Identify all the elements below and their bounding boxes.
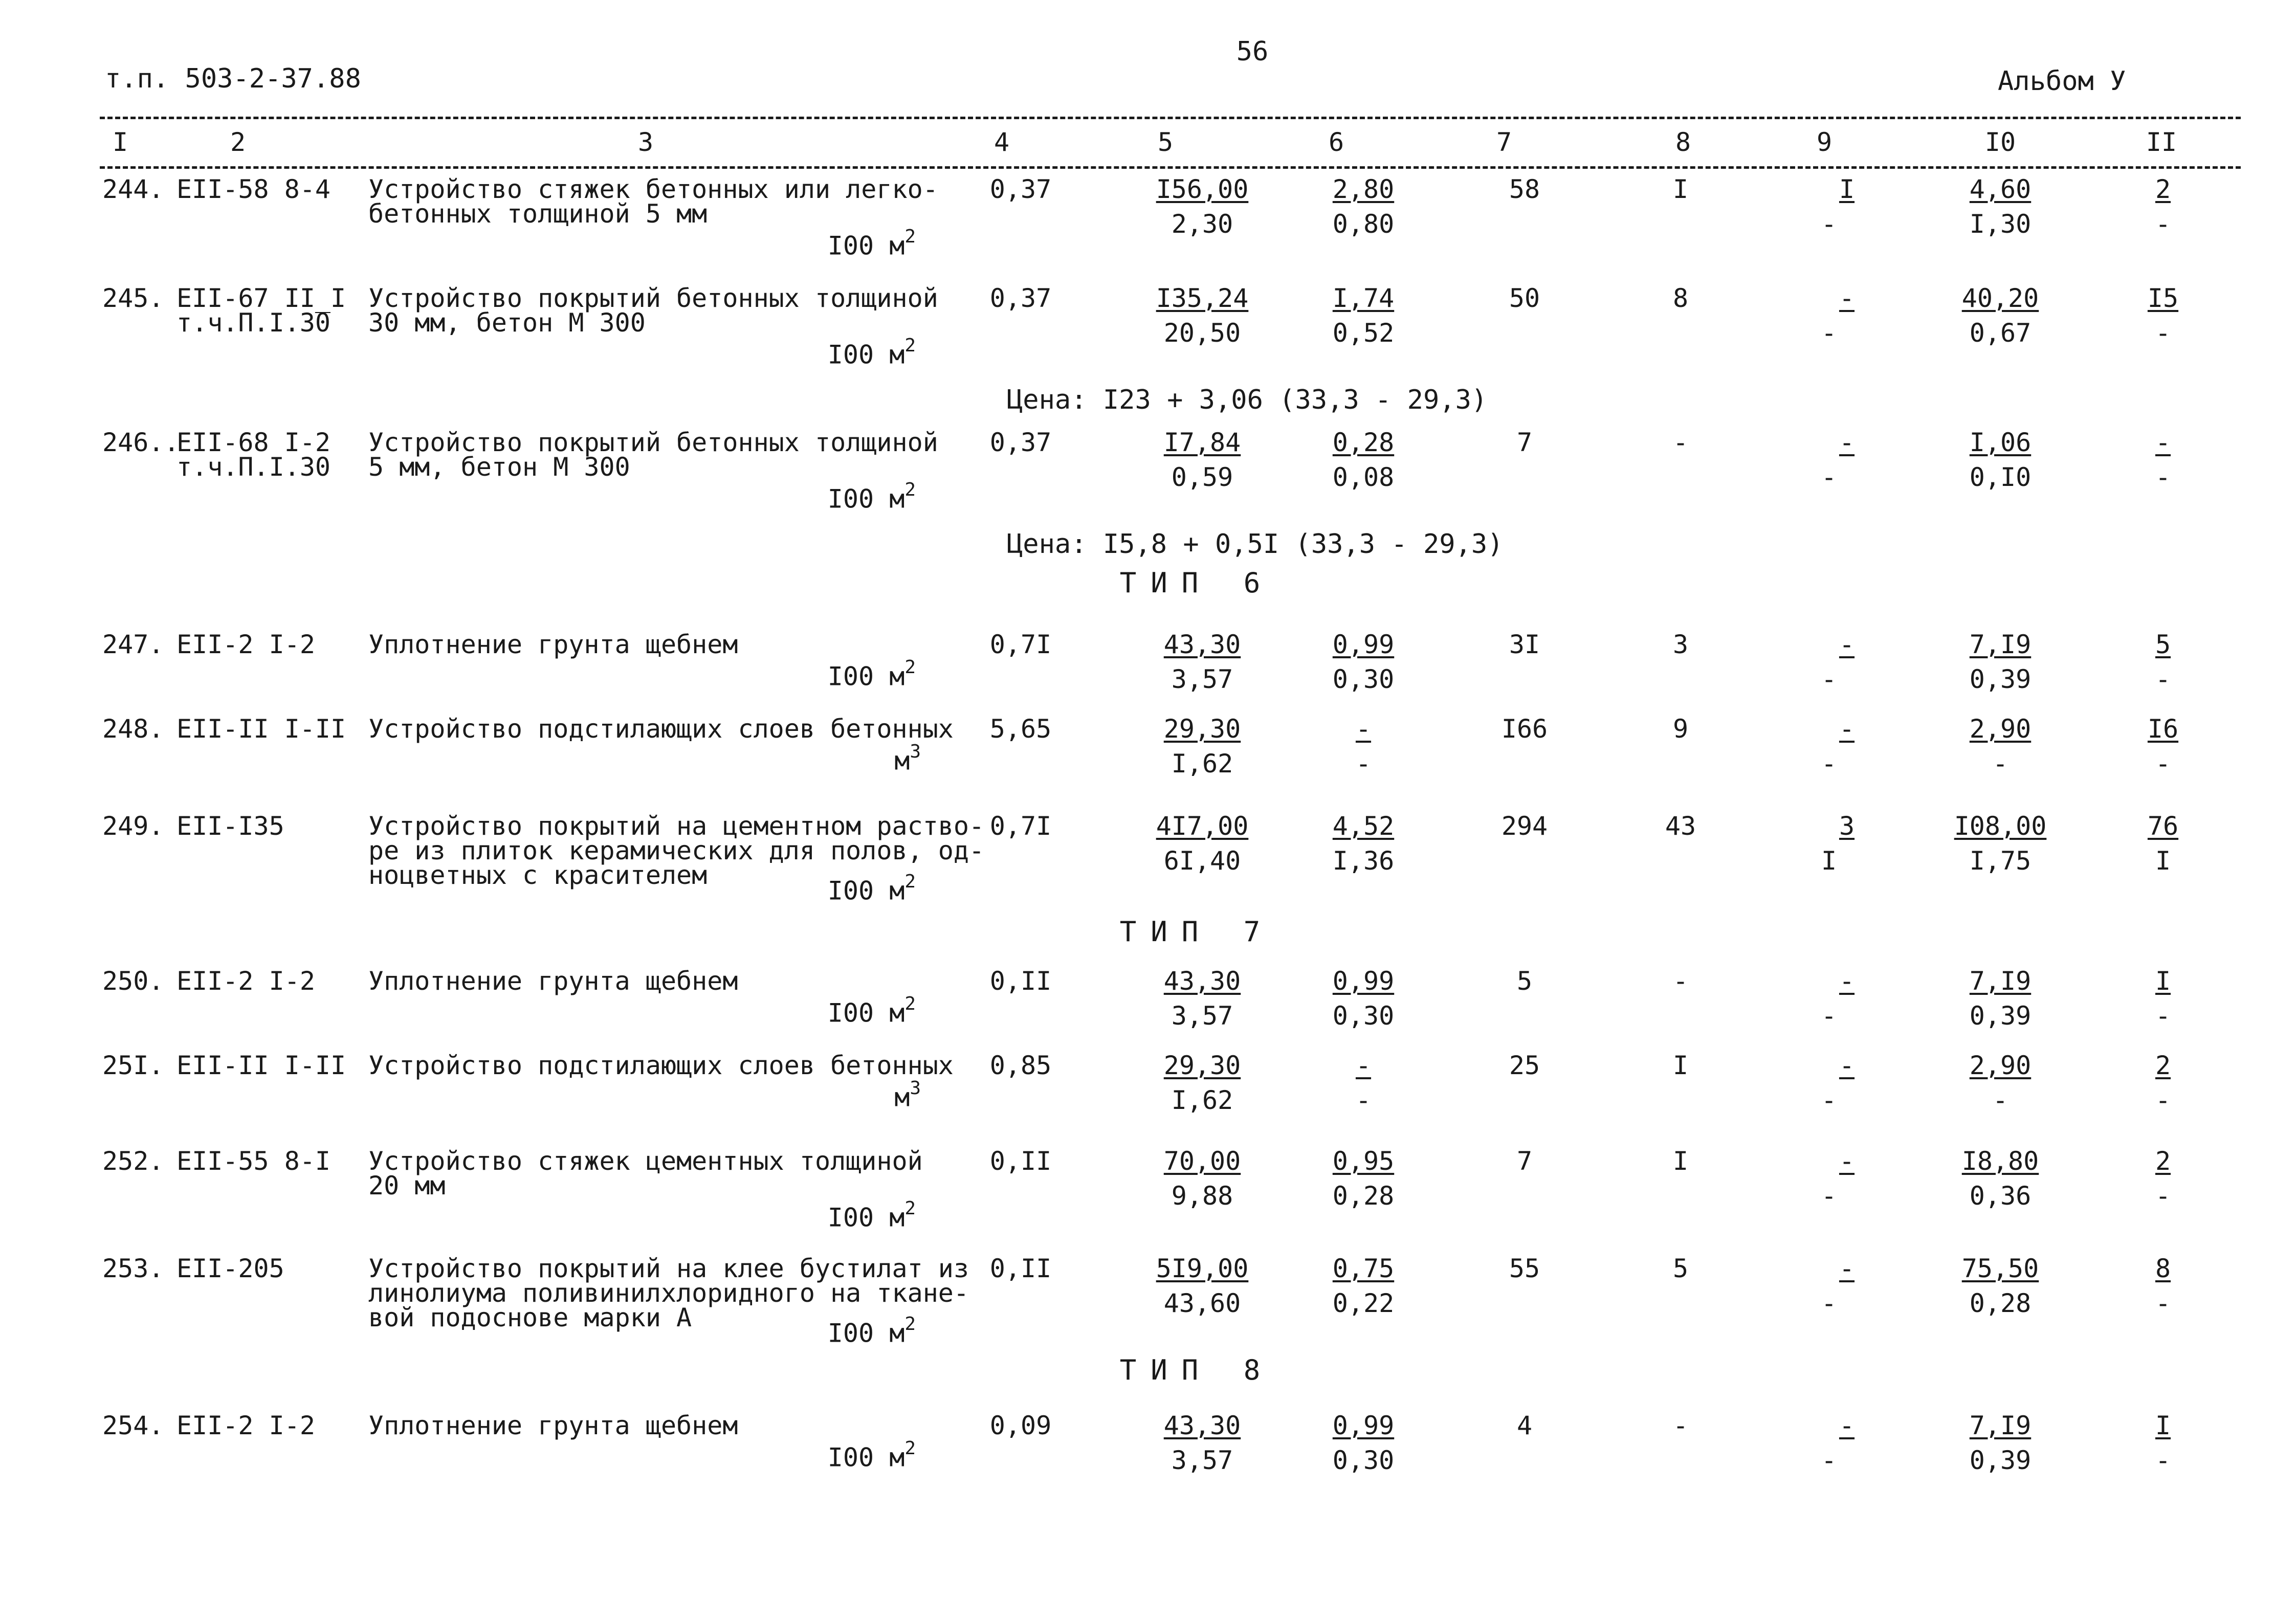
labor-total: I6 (2147, 714, 2179, 744)
rate-code: ЕII-205 (176, 1254, 284, 1283)
machine-total: - (1839, 630, 1855, 659)
rate-code: ЕII-67 II_I (176, 283, 346, 313)
row-number: 250. (102, 966, 164, 996)
machine-wages: 0,08 (1332, 462, 1395, 492)
machine-wages: 0,80 (1332, 209, 1395, 239)
wages-total: I (1672, 174, 1689, 204)
labor-total: I (2155, 966, 2171, 996)
machine-cost: 0,99 (1332, 1411, 1395, 1440)
work-description: Устройство подстилающих слоев бетонных (368, 1051, 954, 1080)
unit-cost-wages: 3,57 (1171, 1446, 1233, 1475)
machine-total: - (1839, 1051, 1855, 1080)
wages-total: I (1672, 1146, 1689, 1176)
machine-cost: 0,99 (1332, 630, 1395, 659)
rate-code: ЕII-58 8-4 (176, 174, 331, 204)
machine-total: 3 (1839, 811, 1855, 841)
total-cost: 294 (1501, 811, 1548, 841)
unit-cost-wages: 6I,40 (1163, 846, 1241, 876)
unit-exponent: 2 (904, 479, 916, 500)
unit-text: I00 м (827, 1318, 905, 1348)
wages-total: 5 (1672, 1254, 1689, 1283)
rate-code: ЕII-II I-II (176, 1051, 346, 1080)
unit-exponent: 3 (910, 741, 921, 762)
machine-total: - (1839, 283, 1855, 313)
rate-code: ЕII-2 I-2 (176, 966, 315, 996)
machine-total: - (1839, 1254, 1855, 1283)
wages-total: - (1672, 1411, 1689, 1440)
total-cost: 58 (1509, 174, 1540, 204)
rate-code: ЕII-I35 (176, 811, 284, 841)
unit-text: I00 м (827, 340, 905, 370)
quantity: 0,7I (989, 630, 1052, 659)
unit-cost-total: 43,30 (1163, 1411, 1241, 1440)
type-heading: ТИП 8 (1119, 1354, 1275, 1386)
machine-total: - (1839, 428, 1855, 457)
work-description: 5 мм, бетон М 300 (368, 452, 630, 482)
quantity: 0,II (989, 1254, 1052, 1283)
labor-total: 5 (2155, 630, 2171, 659)
wages-total: 8 (1672, 283, 1689, 313)
machine-total: - (1839, 1411, 1855, 1440)
rate-code: ЕII-55 8-I (176, 1146, 331, 1176)
unit-text: I00 м (827, 231, 905, 261)
column-header-3: 3 (637, 127, 654, 157)
measure-unit (894, 1078, 921, 1113)
unit-cost-total: 29,30 (1163, 1051, 1241, 1080)
row-number: 25I. (102, 1051, 164, 1080)
machinist-labor-total: - (2155, 1446, 2171, 1475)
machinist-labor-per-unit: I,75 (1969, 846, 2032, 876)
machine-cost: 0,95 (1332, 1146, 1395, 1176)
machine-total: - (1839, 1146, 1855, 1176)
unit-cost-wages: I,62 (1171, 749, 1233, 779)
work-description: Уплотнение грунта щебнем (368, 630, 738, 659)
header-bottom-rule (100, 166, 2241, 169)
unit-cost-total: 43,30 (1163, 630, 1241, 659)
machinist-labor-total: - (2155, 1288, 2171, 1318)
column-header-9: 9 (1816, 127, 1833, 157)
quantity: 0,7I (989, 811, 1052, 841)
machine-wages-total: - (1821, 1001, 1837, 1031)
work-description: Устройство покрытий на клее бустилат из (368, 1254, 969, 1283)
rate-code: ЕII-68 I-2 (176, 428, 331, 457)
wages-total: I (1672, 1051, 1689, 1080)
machinist-labor-per-unit: 0,36 (1969, 1181, 2032, 1211)
unit-text: I00 м (827, 1442, 905, 1473)
work-description: Уплотнение грунта щебнем (368, 1411, 738, 1440)
unit-cost-wages: I,62 (1171, 1085, 1233, 1115)
type-heading: ТИП 7 (1119, 916, 1275, 948)
unit-exponent: 2 (904, 226, 916, 247)
column-header-2: 2 (230, 127, 246, 157)
machine-wages: 0,30 (1332, 1446, 1395, 1475)
header-top-rule (100, 117, 2241, 119)
machinist-labor-total: - (2155, 1181, 2171, 1211)
work-description: 20 мм (368, 1171, 446, 1200)
unit-exponent: 2 (904, 993, 916, 1014)
row-number: 254. (102, 1411, 164, 1440)
column-header-4: 4 (994, 127, 1010, 157)
quantity: 0,II (989, 966, 1052, 996)
total-cost: 50 (1509, 283, 1540, 313)
machine-wages-total: - (1821, 209, 1837, 239)
machine-total: - (1839, 966, 1855, 996)
machinist-labor-per-unit: - (1992, 749, 2008, 779)
unit-cost-wages: 43,60 (1163, 1288, 1241, 1318)
measure-unit (827, 479, 916, 514)
unit-cost-total: 4I7,00 (1156, 811, 1249, 841)
machine-cost: - (1355, 1051, 1372, 1080)
machine-wages-total: - (1821, 1288, 1837, 1318)
machine-wages: I,36 (1332, 846, 1395, 876)
row-number: 248. (102, 714, 164, 744)
machinist-labor-per-unit: 0,39 (1969, 1446, 2032, 1475)
quantity: 0,85 (989, 1051, 1052, 1080)
row-number: 253. (102, 1254, 164, 1283)
labor-per-unit: 2,90 (1969, 714, 2032, 744)
work-description: вой подоснове марки А (368, 1303, 692, 1332)
machine-wages: 0,28 (1332, 1181, 1395, 1211)
wages-total: - (1672, 966, 1689, 996)
rate-code: ЕII-II I-II (176, 714, 346, 744)
machinist-labor-per-unit: I,30 (1969, 209, 2032, 239)
machine-cost: - (1355, 714, 1372, 744)
document-code: т.п. 503-2-37.88 (105, 63, 361, 94)
labor-total: - (2155, 428, 2171, 457)
machine-wages-total: - (1821, 749, 1837, 779)
unit-cost-total: 5I9,00 (1156, 1254, 1249, 1283)
labor-total: I (2155, 1411, 2171, 1440)
total-cost: 7 (1516, 1146, 1533, 1176)
labor-total: 2 (2155, 1146, 2171, 1176)
unit-cost-total: 29,30 (1163, 714, 1241, 744)
machinist-labor-per-unit: - (1992, 1085, 2008, 1115)
machinist-labor-per-unit: 0,39 (1969, 1001, 2032, 1031)
unit-exponent: 2 (904, 1438, 916, 1459)
measure-unit (827, 226, 916, 261)
machinist-labor-per-unit: 0,28 (1969, 1288, 2032, 1318)
column-header-5: 5 (1157, 127, 1174, 157)
machine-wages-total: - (1821, 1446, 1837, 1475)
measure-unit (827, 657, 916, 692)
machine-wages: - (1355, 749, 1372, 779)
total-cost: 25 (1509, 1051, 1540, 1080)
column-header-10: I0 (1984, 127, 2016, 157)
labor-total: 2 (2155, 1051, 2171, 1080)
machinist-labor-per-unit: 0,I0 (1969, 462, 2032, 492)
unit-text: I00 м (827, 661, 905, 692)
unit-exponent: 2 (904, 1314, 916, 1335)
unit-text: I00 м (827, 998, 905, 1028)
labor-total: 2 (2155, 174, 2171, 204)
machine-cost: I,74 (1332, 283, 1395, 313)
price-formula: Цена: I23 + 3,06 (33,3 - 29,3) (1007, 385, 1488, 415)
total-cost: 5 (1516, 966, 1533, 996)
labor-per-unit: 2,90 (1969, 1051, 2032, 1080)
labor-total: I5 (2147, 283, 2179, 313)
unit-exponent: 2 (904, 335, 916, 356)
machine-wages-total: - (1821, 1085, 1837, 1115)
machinist-labor-per-unit: 0,39 (1969, 664, 2032, 694)
rate-code: ЕII-2 I-2 (176, 1411, 315, 1440)
machinist-labor-total: - (2155, 209, 2171, 239)
machine-wages-total: I (1821, 846, 1837, 876)
column-header-7: 7 (1496, 127, 1512, 157)
total-cost: 3I (1509, 630, 1540, 659)
quantity: 0,37 (989, 283, 1052, 313)
measure-unit (827, 871, 916, 906)
machine-wages: 0,52 (1332, 318, 1395, 348)
row-number: 249. (102, 811, 164, 841)
unit-text: м (894, 746, 910, 776)
unit-cost-wages: 20,50 (1163, 318, 1241, 348)
work-description: 30 мм, бетон М 300 (368, 308, 646, 338)
unit-exponent: 2 (904, 1198, 916, 1219)
quantity: 5,65 (989, 714, 1052, 744)
unit-cost-wages: 3,57 (1171, 1001, 1233, 1031)
rate-code-note: т.ч.П.I.30 (176, 308, 331, 338)
work-description: Устройство покрытий бетонных толщиной (368, 428, 938, 457)
machine-cost: 4,52 (1332, 811, 1395, 841)
machinist-labor-total: - (2155, 664, 2171, 694)
machine-wages-total: - (1821, 462, 1837, 492)
column-header-11: II (2146, 127, 2177, 157)
work-description: бетонных толщиной 5 мм (368, 199, 708, 229)
work-description: Устройство покрытий бетонных толщиной (368, 283, 938, 313)
total-cost: 7 (1516, 428, 1533, 457)
measure-unit (827, 1438, 916, 1473)
labor-total: 76 (2147, 811, 2179, 841)
labor-per-unit: I8,80 (1961, 1146, 2039, 1176)
wages-total: 9 (1672, 714, 1689, 744)
work-description: ноцветных с красителем (368, 860, 708, 890)
unit-cost-total: 43,30 (1163, 966, 1241, 996)
machine-wages: 0,30 (1332, 664, 1395, 694)
work-description: Уплотнение грунта щебнем (368, 966, 738, 996)
work-description: линолиума поливинилхлоридного на ткане- (368, 1278, 969, 1308)
machinist-labor-total: - (2155, 749, 2171, 779)
labor-per-unit: 4,60 (1969, 174, 2032, 204)
row-number: 252. (102, 1146, 164, 1176)
labor-per-unit: I,06 (1969, 428, 2032, 457)
unit-exponent: 3 (910, 1078, 921, 1099)
type-heading: ТИП 6 (1119, 567, 1275, 599)
machinist-labor-total: I (2155, 846, 2171, 876)
measure-unit (827, 993, 916, 1028)
machine-wages-total: - (1821, 1181, 1837, 1211)
measure-unit (827, 1314, 916, 1348)
machine-cost: 0,75 (1332, 1254, 1395, 1283)
row-number: 247. (102, 630, 164, 659)
machine-wages-total: - (1821, 664, 1837, 694)
labor-per-unit: I08,00 (1954, 811, 2047, 841)
unit-text: I00 м (827, 876, 905, 906)
labor-per-unit: 7,I9 (1969, 966, 2032, 996)
unit-cost-wages: 2,30 (1171, 209, 1233, 239)
wages-total: 43 (1665, 811, 1696, 841)
rate-code-note: т.ч.П.I.30 (176, 452, 331, 482)
measure-unit (827, 1198, 916, 1233)
unit-cost-wages: 9,88 (1171, 1181, 1233, 1211)
quantity: 0,09 (989, 1411, 1052, 1440)
work-description: Устройство стяжек бетонных или легко- (368, 174, 938, 204)
unit-exponent: 2 (904, 657, 916, 678)
unit-text: м (894, 1082, 910, 1113)
column-header-1: I (113, 127, 128, 157)
quantity: 0,II (989, 1146, 1052, 1176)
machine-cost: 2,80 (1332, 174, 1395, 204)
machinist-labor-total: - (2155, 318, 2171, 348)
column-header-8: 8 (1675, 127, 1691, 157)
machine-cost: 0,28 (1332, 428, 1395, 457)
row-number: 245. (102, 283, 164, 313)
price-formula: Цена: I5,8 + 0,5I (33,3 - 29,3) (1007, 529, 1504, 560)
unit-cost-total: 70,00 (1163, 1146, 1241, 1176)
labor-per-unit: 7,I9 (1969, 630, 2032, 659)
unit-cost-wages: 0,59 (1171, 462, 1233, 492)
page-number: 56 (1236, 36, 1269, 67)
measure-unit (827, 335, 916, 370)
machine-cost: 0,99 (1332, 966, 1395, 996)
machine-wages: 0,22 (1332, 1288, 1395, 1318)
measure-unit (894, 741, 921, 776)
work-description: Устройство стяжек цементных толщиной (368, 1146, 923, 1176)
quantity: 0,37 (989, 174, 1052, 204)
machinist-labor-total: - (2155, 1001, 2171, 1031)
unit-cost-total: I35,24 (1156, 283, 1249, 313)
labor-per-unit: 75,50 (1961, 1254, 2039, 1283)
work-description: Устройство покрытий на цементном раство- (368, 811, 985, 841)
unit-cost-total: I7,84 (1163, 428, 1241, 457)
work-description: Устройство подстилающих слоев бетонных (368, 714, 954, 744)
wages-total: - (1672, 428, 1689, 457)
rate-code: ЕII-2 I-2 (176, 630, 315, 659)
labor-per-unit: 40,20 (1961, 283, 2039, 313)
work-description: ре из плиток керамических для полов, од- (368, 836, 985, 865)
machinist-labor-total: - (2155, 1085, 2171, 1115)
album-label: Альбом У (1998, 66, 2126, 97)
quantity: 0,37 (989, 428, 1052, 457)
total-cost: 55 (1509, 1254, 1540, 1283)
unit-text: I00 м (827, 484, 905, 514)
unit-text: I00 м (827, 1203, 905, 1233)
total-cost: 4 (1516, 1411, 1533, 1440)
total-cost: I66 (1501, 714, 1548, 744)
labor-per-unit: 7,I9 (1969, 1411, 2032, 1440)
row-number: 244. (102, 174, 164, 204)
machine-total: - (1839, 714, 1855, 744)
unit-cost-total: I56,00 (1156, 174, 1249, 204)
machinist-labor-total: - (2155, 462, 2171, 492)
machinist-labor-per-unit: 0,67 (1969, 318, 2032, 348)
labor-total: 8 (2155, 1254, 2171, 1283)
unit-cost-wages: 3,57 (1171, 664, 1233, 694)
machine-wages: - (1355, 1085, 1372, 1115)
machine-wages: 0,30 (1332, 1001, 1395, 1031)
unit-exponent: 2 (904, 871, 916, 892)
machine-total: I (1839, 174, 1855, 204)
machine-wages-total: - (1821, 318, 1837, 348)
wages-total: 3 (1672, 630, 1689, 659)
column-header-6: 6 (1328, 127, 1344, 157)
row-number: 246.. (102, 428, 180, 457)
